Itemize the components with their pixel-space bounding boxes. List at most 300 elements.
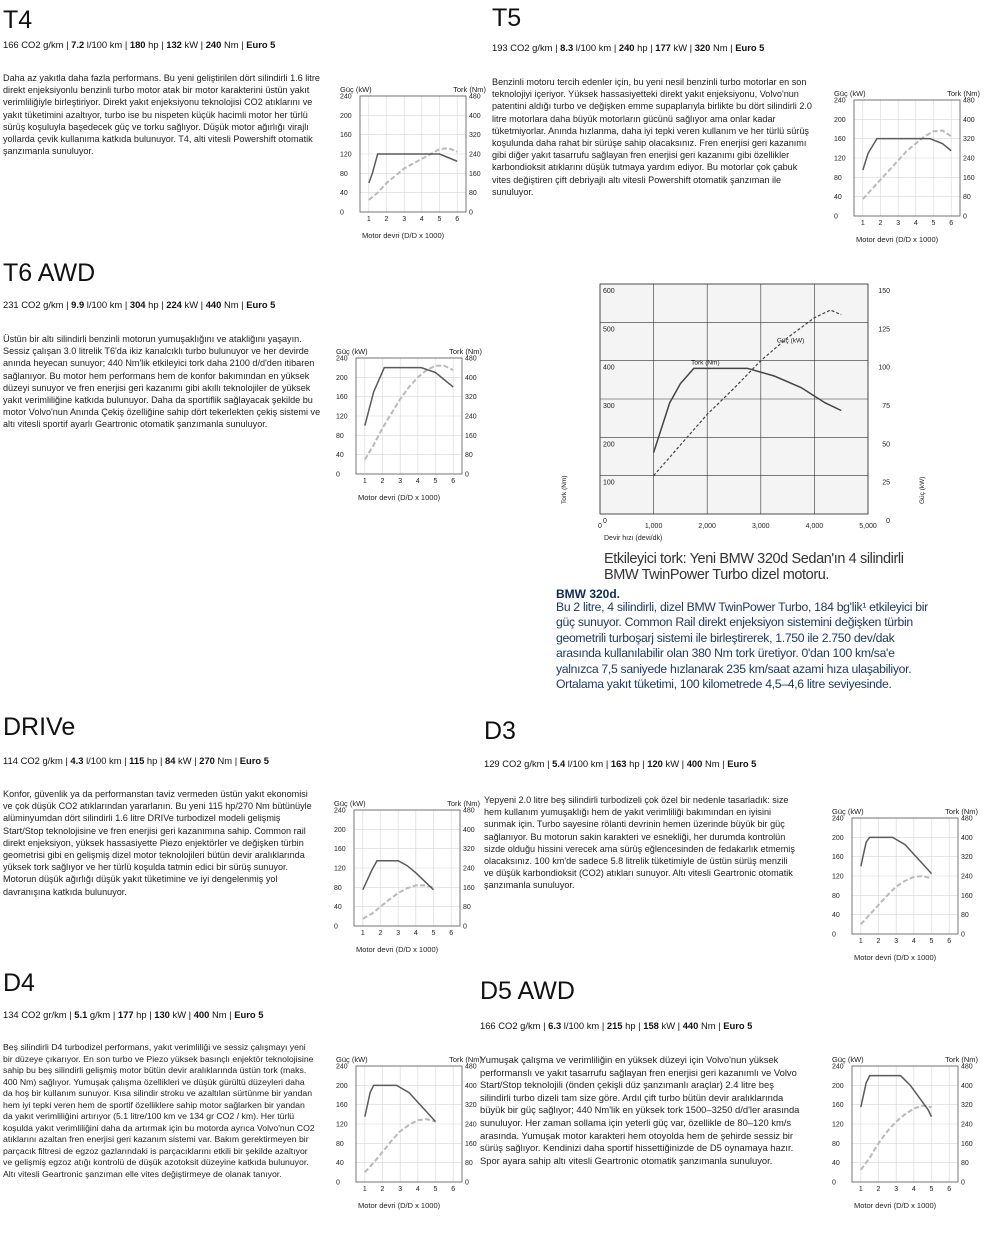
- spec-co2: 114: [3, 755, 18, 766]
- power-tick-label: 200: [340, 112, 352, 120]
- power-tick-label: 240: [340, 93, 352, 101]
- bmw-x-tick-label: 0: [598, 523, 602, 530]
- power-tick-label: 80: [832, 892, 840, 900]
- torque-tick-label: 80: [961, 1160, 969, 1168]
- engine-chart-t6: [334, 346, 484, 506]
- power-axis-label: Güç (kW): [834, 89, 866, 98]
- x-tick-label: 4: [913, 220, 918, 227]
- torque-tick-label: 0: [465, 471, 469, 479]
- bmw-left-tick-label: 400: [603, 364, 615, 372]
- spec-euro: Euro 5: [234, 1009, 264, 1020]
- power-tick-label: 200: [832, 834, 844, 842]
- x-tick-label: 6: [451, 1186, 456, 1193]
- bmw-right-tick-label: 125: [878, 326, 890, 334]
- spec-kw-unit: kW: [184, 299, 199, 310]
- bmw-right-tick-label: 25: [882, 479, 890, 487]
- spec-nm: 270: [199, 755, 215, 766]
- spec-consumption: 9.9: [71, 299, 85, 310]
- x-tick-label: 4: [415, 1186, 420, 1193]
- x-tick-label: 6: [947, 938, 952, 945]
- bmw-torque-curve-label: Tork (Nm): [691, 359, 720, 367]
- power-tick-label: 200: [834, 116, 846, 124]
- spec-nm: 400: [193, 1009, 210, 1020]
- spec-consumption: 7.2: [71, 39, 85, 50]
- power-tick-label: 0: [832, 931, 836, 939]
- bmw-left-tick-label: 100: [603, 479, 615, 487]
- spec-hp: 240: [618, 42, 635, 53]
- torque-tick-label: 160: [465, 1140, 477, 1148]
- engine-title-drive: DRIVe: [3, 713, 76, 741]
- engine-chart-drive: [332, 798, 482, 958]
- bmw-right-tick-label: 0: [886, 518, 890, 525]
- x-axis-label: Motor devri (D/D x 1000): [358, 1201, 441, 1210]
- power-tick-label: 80: [336, 1140, 344, 1148]
- torque-tick-label: 80: [961, 912, 969, 920]
- torque-tick-label: 400: [465, 374, 477, 382]
- spec-nm-unit: Nm: [700, 1020, 716, 1031]
- engine-spec-d3: 129 CO2 g/km | 5.4 l/100 km | 163 hp | 120 kW | 400 Nm | Euro 5: [484, 758, 757, 769]
- power-tick-label: 40: [832, 912, 840, 920]
- spec-co2-unit: CO2 g/km: [510, 42, 553, 53]
- power-tick-label: 120: [834, 155, 846, 163]
- engine-text-t5: Benzinli motoru tercih edenler için, bu yeni nesil benzinli turbo motorlar en son teknolojiyi içeriyor. Yüksek hassasiyetteki direkt yakıt enjeksiyonu, Volvo'nun patentini aldığı turbo ve değişken emme supaplarıyla birlikte bu dört silindirli 2.0 litre motorlara daha büyük motorların gücünü sağlıyor ama onlar kadar tüketmiyorlar. Anında hızlanma, daha iyi tepki veren kullanım ve her türlü sürüş koşulunda daha rahat bir sürüşe sahip olacaksınız. Fren enerjisi geri kazanımı gibi diğer yakıt tasarrufu sağlayan fren enerjisi geri kazanımı gibi özellikler karbondioksit atıklarını düşük tutmaya yardım ediyor. Bu motorlar çok çabuk vites değiştiren çift debriyajlı altı vitesli Powershift otomatik şanzıman ile sunuluyor.: [492, 77, 812, 197]
- x-tick-label: 4: [415, 478, 420, 485]
- torque-axis-label: Tork (Nm): [947, 89, 980, 98]
- torque-tick-label: 480: [465, 355, 477, 363]
- spec-hp: 180: [129, 39, 146, 50]
- spec-euro: Euro 5: [246, 299, 276, 310]
- spec-nm-unit: Nm: [712, 42, 728, 53]
- torque-axis-label: Tork (Nm): [453, 85, 486, 94]
- engine-text-d5: Yumuşak çalışma ve verimliliğin en yüksek düzeyi için Volvo'nun yüksek performanslı ve yakıt tasarrufu sağlayan fren enerjisi geri kazanımlı ve Volvo Start/Stop teknolojili (önden çekişli düz şanzımanlı araçlar) 2.4 litre beş silindirli turbo dizeli tam size göre. Ardıl çift turbo bütün devir aralıklarında büyük bir güç sağlıyor; 440 Nm'lik en yüksek tork 1500–3250 d/d'ler arasında sunuluyor. Her zaman sollama için yeterli güç var, özellikle de 80–120 km/s arasında. Yumuşak motor karakteri hem otoyolda hem de şehirde sessiz bir sürüş sağlıyor. Kendinizi daha sportif hissettiğinizde de D5 oynamaya hazır. Spor ayara sahip altı vitesli Geartronic otomatik şanzımanla sunuluyor.: [480, 1054, 800, 1166]
- torque-tick-label: 400: [469, 112, 481, 120]
- torque-tick-label: 160: [961, 1140, 973, 1148]
- bmw-right-tick-label: 50: [882, 441, 890, 449]
- power-tick-label: 160: [336, 1102, 348, 1110]
- spec-consumption: 5.1: [74, 1009, 88, 1020]
- spec-co2: 231: [3, 299, 19, 310]
- spec-hp-unit: hp: [146, 755, 158, 766]
- power-tick-label: 240: [334, 807, 346, 815]
- torque-tick-label: 480: [465, 1063, 477, 1071]
- spec-euro: Euro 5: [723, 1020, 753, 1031]
- spec-euro: Euro 5: [239, 755, 269, 766]
- bmw-x-tick-label: 3,000: [752, 523, 770, 530]
- bmw-left-axis-label: Tork (Nm): [561, 475, 568, 504]
- engine-chart-d4: [334, 1054, 484, 1214]
- bmw-right-tick-label: 150: [878, 288, 890, 295]
- spec-co2-unit: CO2 g/km: [498, 1020, 541, 1031]
- torque-axis-label: Tork (Nm): [449, 347, 482, 356]
- torque-tick-label: 80: [469, 190, 477, 198]
- engine-title-d5: D5 AWD: [480, 977, 575, 1005]
- spec-kw-unit: kW: [673, 42, 688, 53]
- spec-nm-unit: Nm: [223, 39, 239, 50]
- engine-chart-d5: [830, 1054, 980, 1230]
- engine-spec-d4: 134 CO2 gr/km | 5.1 g/km | 177 hp | 130 kW | 400 Nm | Euro 5: [3, 1009, 264, 1020]
- engine-text-d3: Yepyeni 2.0 litre beş silindirli turbodizeli çok özel bir nedenle tasarladık: size hem kullanım yumuşaklığı hem de yakıt verimliliği bakımından en iyisini sunmak için. Turbo sayesine rölanti devrinin hemen üzerinde büyük bir güç sağlanıyor. Bu motorun sakin karakteri ve esnekliği, her durumda kontrolün sizde olduğu hissini verecek ama sürüş eğlencesinden de fedakarlık etmemiş olacaksınız. 100 km'de sadece 5.8 litrelik tüketimiyle de üstün sürüş menzili ve düşük karbondioksit (CO2) atıkları sunuyor. Altı vitesli Geartronic otomatik şanzımanla sunuluyor.: [484, 795, 795, 891]
- bmw-torque-chart: [556, 272, 936, 572]
- spec-hp-unit: hp: [148, 39, 159, 50]
- torque-tick-label: 160: [963, 174, 975, 182]
- bmw-left-tick-label: 500: [603, 326, 615, 334]
- spec-kw-unit: kW: [172, 1009, 187, 1020]
- spec-co2-unit: CO2 g/km: [21, 299, 64, 310]
- bmw-left-tick-label: 600: [603, 288, 615, 295]
- x-tick-label: 3: [894, 938, 899, 945]
- x-axis-label: Motor devri (D/D x 1000): [856, 235, 939, 244]
- spec-hp: 215: [606, 1020, 623, 1031]
- spec-consumption-unit: g/km: [89, 1009, 111, 1020]
- x-axis-label: Motor devri (D/D x 1000): [854, 1201, 937, 1210]
- spec-euro: Euro 5: [727, 758, 757, 769]
- power-tick-label: 80: [340, 170, 348, 178]
- x-tick-label: 2: [384, 216, 389, 223]
- power-tick-label: 240: [336, 355, 348, 363]
- torque-tick-label: 480: [469, 93, 481, 101]
- torque-tick-label: 320: [961, 1102, 973, 1110]
- x-tick-label: 1: [362, 1186, 367, 1193]
- torque-tick-label: 240: [469, 151, 481, 159]
- spec-euro: Euro 5: [246, 39, 276, 50]
- torque-tick-label: 480: [463, 807, 475, 815]
- spec-hp-unit: hp: [136, 1009, 147, 1020]
- spec-hp-unit: hp: [148, 299, 159, 310]
- spec-co2-unit: CO2 g/km: [21, 39, 64, 50]
- spec-consumption: 8.3: [560, 42, 574, 53]
- torque-tick-label: 320: [963, 136, 975, 144]
- power-tick-label: 240: [336, 1063, 348, 1071]
- torque-tick-label: 400: [961, 1082, 973, 1090]
- torque-tick-label: 0: [961, 931, 965, 939]
- power-axis-label: Güç (kW): [336, 347, 368, 356]
- power-axis-label: Güç (kW): [336, 1055, 368, 1064]
- torque-tick-label: 240: [961, 1121, 973, 1129]
- power-tick-label: 40: [340, 190, 348, 198]
- spec-hp-unit: hp: [625, 1020, 636, 1031]
- spec-hp: 163: [610, 758, 627, 769]
- spec-kw: 177: [655, 42, 671, 53]
- torque-tick-label: 400: [463, 826, 475, 834]
- x-axis-label: Motor devri (D/D x 1000): [358, 493, 441, 502]
- torque-tick-label: 80: [963, 194, 971, 202]
- x-tick-label: 1: [362, 478, 367, 485]
- torque-tick-label: 0: [463, 923, 467, 931]
- torque-tick-label: 0: [963, 213, 967, 221]
- engine-text-t4: Daha az yakıtla daha fazla performans. Bu yeni geliştirilen dört silindirli 1.6 litre direkt enjeksiyonlu benzinli turbo motor atak bir motor karakterini üstün yakıt verimliliğiyle birleştiriyor. Direkt yakıt enjeksiyonu teknolojisi CO2 atıklarını ve yakıt tüketimini azaltıyor, turbo ise bu nispeten küçük hacimli motor her türlü sürüş koşuluyla başedecek güç ve torku sağlıyor. Düşük motor ağırlığı virajlı yollarda çevik kullanıma katkıda bulunuyor. T4, alti vitesli Powershift otomatik şanzımanla sunuluyor.: [3, 73, 320, 157]
- power-tick-label: 80: [832, 1140, 840, 1148]
- torque-tick-label: 480: [961, 815, 973, 823]
- power-axis-label: Güç (kW): [334, 799, 366, 808]
- torque-tick-label: 240: [465, 413, 477, 421]
- spec-consumption: 6.3: [548, 1020, 562, 1031]
- power-tick-label: 120: [334, 865, 346, 873]
- x-tick-label: 4: [911, 938, 916, 945]
- engine-title-t4: T4: [3, 6, 33, 34]
- power-tick-label: 160: [832, 1102, 844, 1110]
- spec-co2: 193: [492, 42, 508, 53]
- engine-text-t6: Üstün bir altı silindirli benzinli motorun yumuşaklığını ve atakliğını yaşayın. Sessiz çalışan 3.0 litrelik T6'da ikiz kanalcıklı turbo bulunuyor ve her devirde anında heyecan sunuyor; 440 Nm'lik etkileyici tork daha 2100 d/d'den itibaren sağlanıyor. Bu motor hem performans hem de konfor bakımından en yüksek düzeyi sunuyor ve fren enerjisi geri kazanımı gibi akıllı teknolojiler de yüksek yakıt verimliliğine katkıda bulunuyor. Daha da sportiflik sağlayacak şekilde bu motor Volvo'nun Anında Çekiş özelliğine sahip dört tekerlekten çekiş sistemi ve altı vitesli sportif ayarlı Geartronic otomatik şanzımanla sunuluyor.: [3, 334, 321, 430]
- engine-spec-d5: 166 CO2 g/km | 6.3 l/100 km | 215 hp | 158 kW | 440 Nm | Euro 5: [480, 1020, 753, 1031]
- engine-text-drive: Konfor, güvenlik ya da performanstan taviz vermeden üstün yakıt ekonomisi ve çok düşük CO2 atıklarından yararlanın. Bu yeni 115 hp/270 Nm bütünüyle alüminyumdan dört silindirli 1.6 litre DRIVe turbodizel modeli gelişmiş Start/Stop teknolojisine ve fren enerjisi geri kazanımına sahip. Common rail direkt enjeksiyon, yüksek hassasiyette Piezo enjektörler ve değişken türbin geometrisi gibi en gelişmiş dizel motor teknolojileri bütün devir aralıklarında yüksek tork sağlıyor ve her türlü koşulda tatmin edici bir sürüş sunuyor. Motorun düşük ağırlığı düşük yakıt tüketimine ve iyi dengelenmiş yol davranışına katkıda bulunuyor.: [3, 789, 312, 897]
- power-tick-label: 0: [340, 209, 344, 217]
- x-tick-label: 3: [894, 1186, 899, 1193]
- power-tick-label: 240: [834, 97, 846, 105]
- engine-spec-t5: 193 CO2 g/km | 8.3 l/100 km | 240 hp | 177 kW | 320 Nm | Euro 5: [492, 42, 765, 53]
- engine-title-d3: D3: [484, 717, 516, 745]
- power-tick-label: 120: [336, 1121, 348, 1129]
- spec-consumption: 4.3: [70, 755, 84, 766]
- x-tick-label: 6: [449, 930, 454, 937]
- x-tick-label: 2: [380, 478, 385, 485]
- spec-consumption-unit: l/100 km: [567, 758, 604, 769]
- power-tick-label: 0: [832, 1179, 836, 1187]
- power-tick-label: 0: [334, 923, 338, 931]
- power-tick-label: 240: [832, 815, 844, 823]
- x-tick-label: 2: [878, 220, 883, 227]
- torque-tick-label: 80: [463, 904, 471, 912]
- torque-tick-label: 80: [465, 452, 473, 460]
- power-tick-label: 160: [340, 132, 352, 140]
- bmw-left-tick-label: 300: [603, 403, 615, 410]
- spec-hp: 304: [129, 299, 146, 310]
- spec-co2-unit: CO2 g/km: [20, 755, 63, 766]
- power-tick-label: 200: [334, 826, 346, 834]
- spec-consumption-unit: l/100 km: [563, 1020, 600, 1031]
- engine-chart-t4: [338, 84, 488, 244]
- bmw-caption-line-1: Etkileyici tork: Yeni BMW 320d Sedan'ın 4 silindirli: [604, 551, 904, 567]
- torque-tick-label: 480: [961, 1063, 973, 1071]
- x-tick-label: 3: [396, 930, 401, 937]
- x-tick-label: 1: [366, 216, 371, 223]
- spec-co2: 134: [3, 1009, 19, 1020]
- x-tick-label: 2: [378, 930, 383, 937]
- torque-tick-label: 160: [465, 432, 477, 440]
- bmw-right-axis-label: Güç (kW): [919, 476, 926, 504]
- spec-nm-unit: Nm: [704, 758, 720, 769]
- spec-nm: 440: [205, 299, 222, 310]
- spec-co2: 129: [484, 758, 500, 769]
- engine-spec-t6: 231 CO2 g/km | 9.9 l/100 km | 304 hp | 224 kW | 440 Nm | Euro 5: [3, 299, 276, 310]
- power-tick-label: 200: [336, 374, 348, 382]
- power-tick-label: 200: [832, 1082, 844, 1090]
- x-tick-label: 1: [858, 938, 863, 945]
- spec-co2: 166: [480, 1020, 496, 1031]
- spec-hp: 115: [129, 755, 145, 766]
- x-tick-label: 5: [929, 938, 934, 945]
- spec-kw: 224: [166, 299, 182, 310]
- power-tick-label: 40: [832, 1160, 840, 1168]
- power-axis-label: Güç (kW): [832, 1055, 864, 1064]
- bmw-power-curve-label: Güç (kW): [776, 337, 805, 345]
- torque-axis-label: Tork (Nm): [447, 799, 480, 808]
- torque-tick-label: 80: [465, 1160, 473, 1168]
- spec-kw-unit: kW: [665, 758, 680, 769]
- spec-nm: 240: [205, 39, 222, 50]
- power-tick-label: 80: [336, 432, 344, 440]
- spec-kw: 130: [154, 1009, 170, 1020]
- spec-consumption-unit: l/100 km: [86, 39, 123, 50]
- torque-axis-label: Tork (Nm): [449, 1055, 482, 1064]
- x-tick-label: 5: [437, 216, 442, 223]
- spec-consumption: 5.4: [552, 758, 566, 769]
- spec-kw: 158: [643, 1020, 659, 1031]
- spec-kw-unit: kW: [661, 1020, 676, 1031]
- torque-axis-label: Tork (Nm): [945, 1055, 978, 1064]
- x-tick-label: 3: [896, 220, 901, 227]
- x-tick-label: 3: [398, 1186, 403, 1193]
- spec-consumption-unit: l/100 km: [86, 299, 123, 310]
- torque-tick-label: 0: [465, 1179, 469, 1187]
- torque-tick-label: 240: [463, 865, 475, 873]
- power-tick-label: 0: [834, 213, 838, 221]
- torque-tick-label: 240: [961, 873, 973, 881]
- x-tick-label: 6: [451, 478, 456, 485]
- power-curve: [365, 366, 453, 460]
- x-tick-label: 5: [929, 1186, 934, 1193]
- engine-title-t5: T5: [492, 4, 522, 32]
- x-tick-label: 5: [931, 220, 936, 227]
- bmw-right-tick-label: 100: [878, 364, 890, 372]
- bmw-text: Bu 2 litre, 4 silindirli, dizel BMW TwinPower Turbo, 184 bg'lik¹ etkileyici bir güç sunuyor. Common Rail direkt enjeksiyon sistemini değişken türbin geometrili turboşarj sistemi ile birleştirerek, 1.750 ile 2.750 dev/dak arasında kullanılabilir olan 380 Nm tork üretiyor. 0'dan 100 km/sa'e yalnızca 7,5 saniyede hızlanarak 235 km/saat azami hıza ulaşabiliyor. Ortalama yakıt tüketimi, 100 kilometrede 4,5–4,6 litre seviyesinde.: [556, 600, 928, 692]
- bmw-x-tick-label: 2,000: [698, 523, 716, 530]
- bmw-left-tick-label: 0: [603, 518, 607, 525]
- power-tick-label: 160: [336, 394, 348, 402]
- x-tick-label: 3: [402, 216, 407, 223]
- bmw-x-tick-label: 5,000: [859, 523, 877, 530]
- torque-tick-label: 160: [469, 170, 481, 178]
- power-tick-label: 80: [334, 884, 342, 892]
- x-tick-label: 4: [911, 1186, 916, 1193]
- torque-tick-label: 400: [465, 1082, 477, 1090]
- power-tick-label: 40: [336, 1160, 344, 1168]
- engine-spec-t4: 166 CO2 g/km | 7.2 l/100 km | 180 hp | 132 kW | 240 Nm | Euro 5: [3, 39, 276, 50]
- power-tick-label: 40: [334, 904, 342, 912]
- engine-text-d4: Beş silindirli D4 turbodizel performans, yakıt verimliliği ve sessiz çalışmayı yeni bir düzeye çıkarıyor. En son turbo ve Piezo yüksek basınçlı enjektör teknolojisine sahip bu beş silindirli gelişmiş motor bütün devir aralıklarında üstün tork (maks. 400 Nm) sağlıyor. Yumuşak çalışma özellikleri ve düşük gürültü düzeyleri daha da hoş bir kullanım sunuyor. Kısa silindir stroku ve azaltılan sürtünme bir yandan hem iyi tepki veren hem de sportif özelliklere sahip motor sağlarken bir yandan da yakıt verimliliğini artırıyor (5.1 litre/100 km ve 134 gr CO2 / km). Her türlü koşulda yakıt verimliliğini daha da artırmak için bu motorda ayrıca Volvo'nun CO2 atıklarını azaltan fren enerjisi geri kazanım sistemi var. Bakım gerektirmeyen bir parçacık filtresi de egzoz gazlarındaki is parçacıklarını etkili bir şekilde azaltıyor ve gelişmiş egzoz atığı kontrolü de düşük azotoksit düzeyine katkıda bulunuyor. Altı vitesli Geartronic şanzıman elle vites değiştirmeye de olanak tanıyor.: [3, 1042, 315, 1179]
- spec-euro: Euro 5: [735, 42, 765, 53]
- x-tick-label: 2: [876, 938, 881, 945]
- spec-hp-unit: hp: [637, 42, 648, 53]
- power-tick-label: 40: [336, 452, 344, 460]
- spec-kw: 132: [166, 39, 182, 50]
- torque-tick-label: 400: [961, 834, 973, 842]
- power-axis-label: Güç (kW): [832, 807, 864, 816]
- power-tick-label: 160: [832, 854, 844, 862]
- spec-consumption-unit: l/100 km: [575, 42, 612, 53]
- x-tick-label: 6: [947, 1186, 952, 1193]
- power-tick-label: 200: [336, 1082, 348, 1090]
- x-tick-label: 6: [455, 216, 460, 223]
- power-tick-label: 160: [834, 136, 846, 144]
- x-tick-label: 1: [858, 1186, 863, 1193]
- spec-nm: 440: [682, 1020, 699, 1031]
- spec-hp-unit: hp: [629, 758, 640, 769]
- engine-chart-t5: [832, 88, 982, 248]
- torque-tick-label: 160: [961, 892, 973, 900]
- power-tick-label: 120: [832, 1121, 844, 1129]
- torque-tick-label: 0: [469, 209, 473, 217]
- torque-curve: [863, 139, 951, 170]
- spec-nm-unit: Nm: [223, 299, 239, 310]
- spec-co2: 166: [3, 39, 19, 50]
- torque-tick-label: 240: [465, 1121, 477, 1129]
- spec-nm: 320: [694, 42, 711, 53]
- torque-axis-label: Tork (Nm): [945, 807, 978, 816]
- torque-tick-label: 320: [463, 846, 475, 854]
- power-tick-label: 120: [340, 151, 352, 159]
- torque-tick-label: 480: [963, 97, 975, 105]
- x-axis-label: Motor devri (D/D x 1000): [356, 945, 439, 954]
- bmw-x-tick-label: 1,000: [644, 523, 663, 530]
- bmw-left-tick-label: 200: [603, 441, 615, 449]
- x-tick-label: 2: [876, 1186, 881, 1193]
- x-tick-label: 2: [380, 1186, 385, 1193]
- spec-kw: 120: [647, 758, 663, 769]
- spec-co2-unit: CO2 g/km: [502, 758, 545, 769]
- torque-tick-label: 320: [961, 854, 973, 862]
- power-axis-label: Güç (kW): [340, 85, 372, 94]
- bmw-caption: [604, 551, 904, 583]
- spec-kw: 84: [165, 755, 176, 766]
- torque-tick-label: 320: [465, 394, 477, 402]
- power-tick-label: 120: [832, 873, 844, 881]
- x-axis-label: Motor devri (D/D x 1000): [854, 953, 937, 962]
- bmw-right-tick-label: 75: [882, 403, 890, 410]
- x-tick-label: 1: [860, 220, 865, 227]
- x-tick-label: 6: [949, 220, 954, 227]
- bmw-model: BMW 320d.: [556, 587, 621, 601]
- power-tick-label: 40: [834, 194, 842, 202]
- engine-title-d4: D4: [3, 969, 35, 997]
- engine-spec-drive: 114 CO2 g/km | 4.3 l/100 km | 115 hp | 84 kW | 270 Nm | Euro 5: [3, 755, 269, 766]
- torque-tick-label: 400: [963, 116, 975, 124]
- engine-chart-d3: [830, 806, 980, 966]
- power-tick-label: 160: [334, 846, 346, 854]
- bmw-x-tick-label: 4,000: [805, 523, 824, 530]
- spec-kw-unit: kW: [178, 755, 192, 766]
- spec-nm-unit: Nm: [217, 755, 233, 766]
- x-tick-label: 4: [419, 216, 424, 223]
- spec-co2-unit: CO2 gr/km: [21, 1009, 67, 1020]
- x-tick-label: 3: [398, 478, 403, 485]
- x-tick-label: 5: [431, 930, 436, 937]
- torque-tick-label: 0: [961, 1179, 965, 1187]
- spec-hp: 177: [117, 1009, 134, 1020]
- x-tick-label: 5: [433, 478, 438, 485]
- spec-consumption-unit: l/100 km: [86, 755, 122, 766]
- power-tick-label: 0: [336, 471, 340, 479]
- torque-tick-label: 240: [963, 155, 975, 163]
- power-tick-label: 240: [832, 1063, 844, 1071]
- torque-tick-label: 320: [465, 1102, 477, 1110]
- power-tick-label: 0: [336, 1179, 340, 1187]
- bmw-x-axis-label: Devir hızı (devi/dk): [604, 535, 663, 542]
- x-tick-label: 4: [413, 930, 418, 937]
- power-tick-label: 80: [834, 174, 842, 182]
- spec-nm-unit: Nm: [211, 1009, 227, 1020]
- torque-tick-label: 160: [463, 884, 475, 892]
- spec-nm: 400: [686, 758, 703, 769]
- bmw-caption-line-2: BMW TwinPower Turbo dizel motoru.: [604, 567, 830, 583]
- torque-tick-label: 320: [469, 132, 481, 140]
- engine-title-t6: T6 AWD: [3, 259, 96, 287]
- torque-curve: [369, 154, 457, 183]
- x-axis-label: Motor devri (D/D x 1000): [362, 231, 445, 240]
- x-tick-label: 5: [433, 1186, 438, 1193]
- x-tick-label: 1: [360, 930, 365, 937]
- spec-kw-unit: kW: [184, 39, 199, 50]
- power-tick-label: 120: [336, 413, 348, 421]
